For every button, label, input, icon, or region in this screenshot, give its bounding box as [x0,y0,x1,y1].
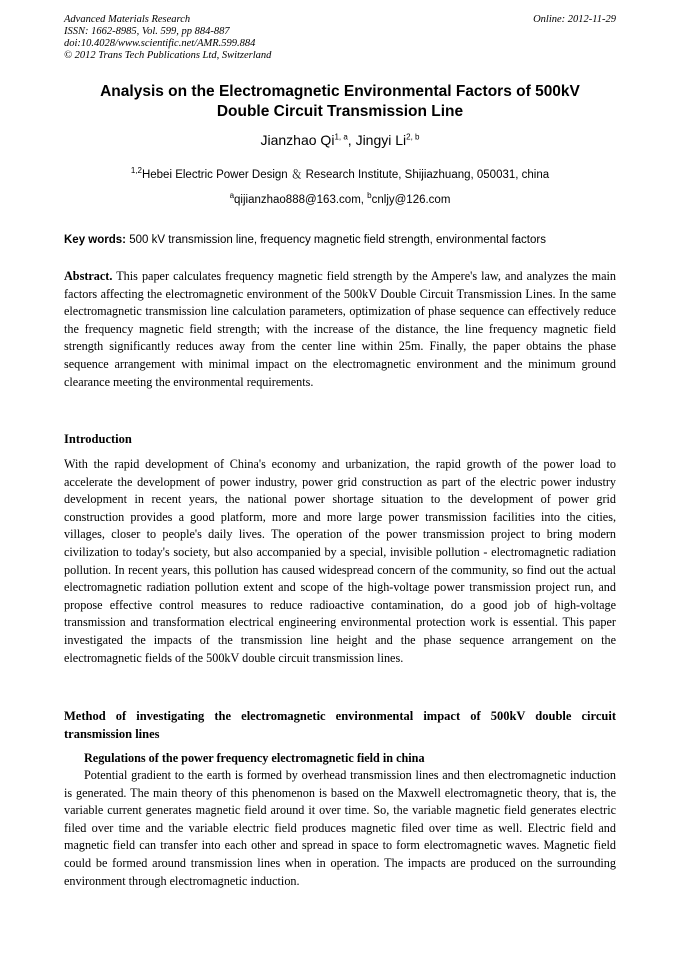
author-2: Jingyi Li [355,132,407,148]
journal-issn: ISSN: 1662-8985, Vol. 599, pp 884-887 [64,26,230,37]
title-line-1: Analysis on the Electromagnetic Environmental Factors of 500kV [100,83,580,100]
abstract-label: Abstract. [64,269,113,283]
author-1: Jianzhao Qi [260,132,335,148]
journal-copyright: © 2012 Trans Tech Publications Ltd, Switzerland [64,50,272,61]
email-b-marker: b [367,191,372,201]
email-a-marker: a [229,191,235,201]
title-line-2: Double Circuit Transmission Line [216,103,464,120]
email-a: qijianzhao888@163.com, [234,194,368,206]
affiliation-marker: 1,2 [130,166,142,176]
keywords-text: 500 kV transmission line, frequency magnetic field strength, environmental factors [126,234,546,246]
introduction-body: With the rapid development of China's economy and urbanization, the rapid growth of the power load to accelerate the development of power industry, power grid construction as part of the electric power industry development in recent years, the national power shortage situation to the development of power grid construction provides a good platform, more and more large power transmission facilities into the cities, villages, closer to people's daily lives. The operation of the power transmission project to bring modern civilization to today's society, but also accompanied by a special, invisible pollution - electromagnetic radiation pollution. In recent years, this pollution has caused widespread concern of the community, so find out the actual electromagnetic radiation pollution extent and scope of the high-voltage power transmission project run, and propose effective control measures to reduce radioactive contamination, do a good job of high-voltage transmission and transformation electrical engineering environmental protection work is essential. This paper investigated the impacts of the transmission line height and the phase sequence arrangement on the electromagnetic fields of the 500kV double circuit transmission lines. [64,457,616,665]
author-emails [64,192,616,208]
online-date: Online: 2012-11-29 [533,14,616,25]
journal-name: Advanced Materials Research [64,14,191,25]
abstract [64,268,616,391]
paper-title [64,82,616,122]
author-2-affil: 2, b [406,132,420,142]
method-heading: Method of investigating the electromagnetic environmental impact of 500kV double circuit transmission lines [64,709,616,741]
author-separator: , [347,132,356,148]
email-b: cnljy@126.com [371,194,451,206]
affiliation-text: Hebei Electric Power Design ＆ Research Institute, Shijiazhuang, 050031, china [141,169,550,181]
introduction-heading: Introduction [64,432,132,446]
keywords-label: Key words: [64,234,126,246]
regulations-subheading: Regulations of the power frequency electromagnetic field in china [84,751,425,765]
author-1-affil: 1, a [334,132,348,142]
abstract-text: This paper calculates frequency magnetic field strength by the Ampere's law, and analyzes the main factors affecting the electromagnetic environment of the 500kV Double Circuit Transmission Lines. In the same electromagnetic transmission line calculation parameters, optimization of phase sequence can effectively reduce the frequency magnetic field strength; with the increase of the distance, the line frequency magnetic field strength significantly reduces away from the center line within 25m. Finally, the paper obtains the phase sequence arrangement with minimal impact on the electromagnetic environment and the minimum ground clearance meeting the environmental requirements. [64,269,616,389]
author-list [64,131,616,149]
affiliation [64,167,616,183]
journal-doi: doi:10.4028/www.scientific.net/AMR.599.884 [64,38,256,49]
regulations-body: Potential gradient to the earth is formed by overhead transmission lines and then electromagnetic induction is generated. The main theory of this phenomenon is based on the Maxwell electromagnetic theory, that is, the variable current generates magnetic field around it over time. So, the variable magnetic field generates electric filed over time and the variable electric field produces magnetic filed over time as well. Electric field and magnetic field can transfer into each other and spread in space to form electromagnetic waves. Magnetic field could be formed around transmission lines when in operation. The impacts are produced on the surrounding environment through electromagnetic induction. [64,768,616,888]
keywords [64,232,624,248]
journal-header [64,14,616,62]
